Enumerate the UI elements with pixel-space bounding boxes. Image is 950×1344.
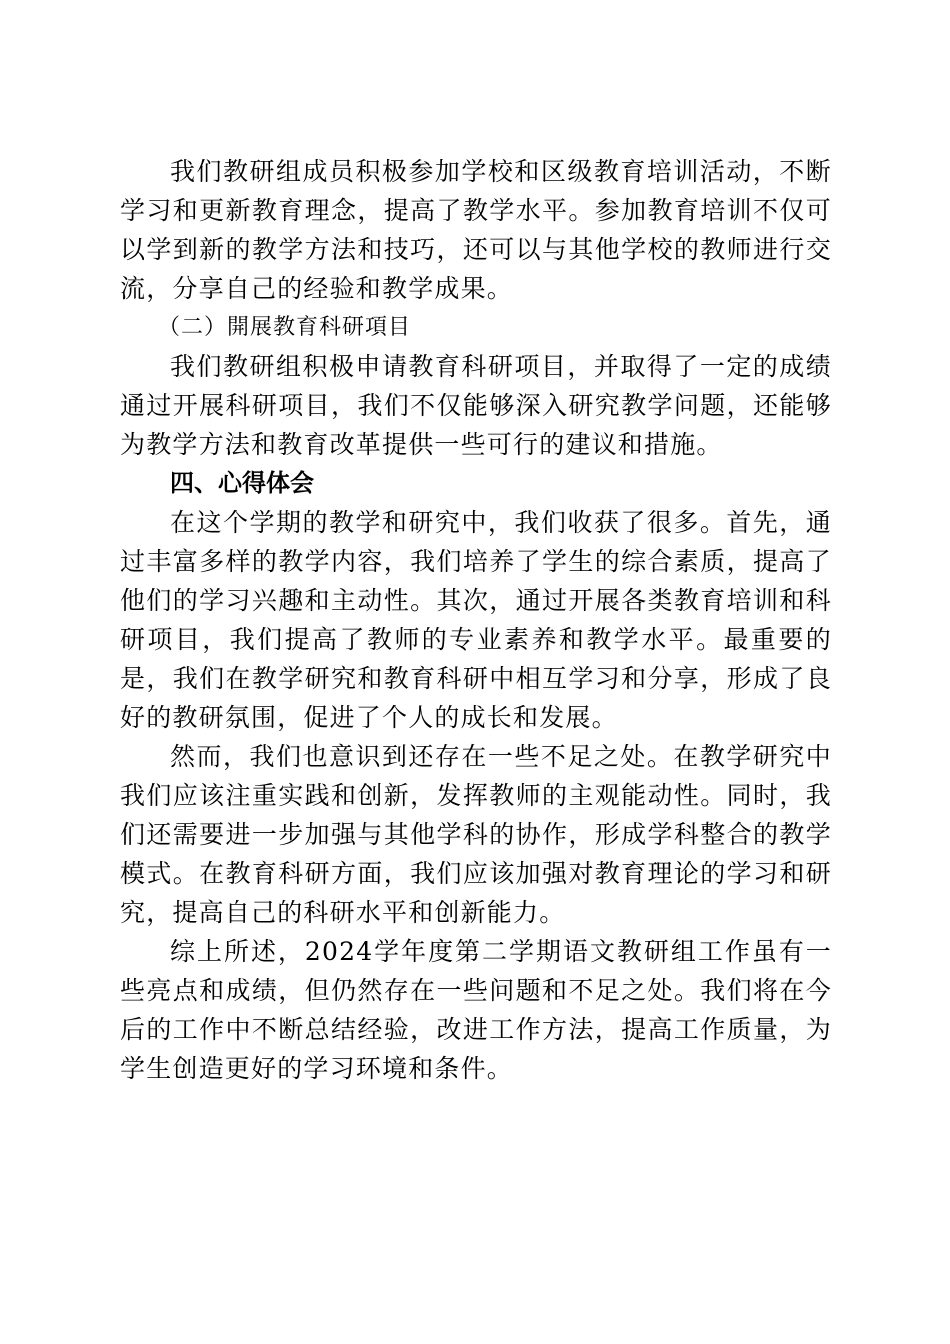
document-body bbox=[120, 152, 832, 1088]
paragraph-shortcomings: 然而，我们也意识到还存在一些不足之处。在教学研究中我们应该注重实践和创新，发挥教师的主观能动性。同时，我们还需要进一步加强与其他学科的协作，形成学科整合的教学模式。在教育科研方面，我们应该加强对教育理论的学习和研究，提高自己的科研水平和创新能力。 bbox=[120, 742, 832, 927]
paragraph-gains: 在这个学期的教学和研究中，我们收获了很多。首先，通过丰富多样的教学内容，我们培养了学生的综合素质，提高了他们的学习兴趣和主动性。其次，通过开展各类教育培训和科研项目，我们提高了教师的专业素养和教学水平。最重要的是，我们在教学研究和教育科研中相互学习和分享，形成了良好的教研氛围，促进了个人的成长和发展。 bbox=[120, 508, 832, 732]
section-subheading-research-projects: （二）開展教育科研項目 bbox=[158, 315, 412, 340]
section-heading-reflections: 四、心得体会 bbox=[170, 469, 314, 497]
paragraph-research-projects: 我们教研组积极申请教育科研项目，并取得了一定的成绩通过开展科研项目，我们不仅能够深入研究教学问题，还能够为教学方法和教育改革提供一些可行的建议和措施。 bbox=[120, 352, 832, 459]
paragraph-training: 我们教研组成员积极参加学校和区级教育培训活动，不断学习和更新教育理念，提高了教学水平。参加教育培训不仅可以学到新的教学方法和技巧，还可以与其他学校的教师进行交流，分享自己的经验和教学成果。 bbox=[120, 157, 832, 303]
paragraph-summary: 综上所述，2024学年度第二学期语文教研组工作虽有一些亮点和成绩，但仍然存在一些问题和不足之处。我们将在今后的工作中不断总结经验，改进工作方法，提高工作质量，为学生创造更好的学习环境和条件。 bbox=[120, 937, 832, 1083]
